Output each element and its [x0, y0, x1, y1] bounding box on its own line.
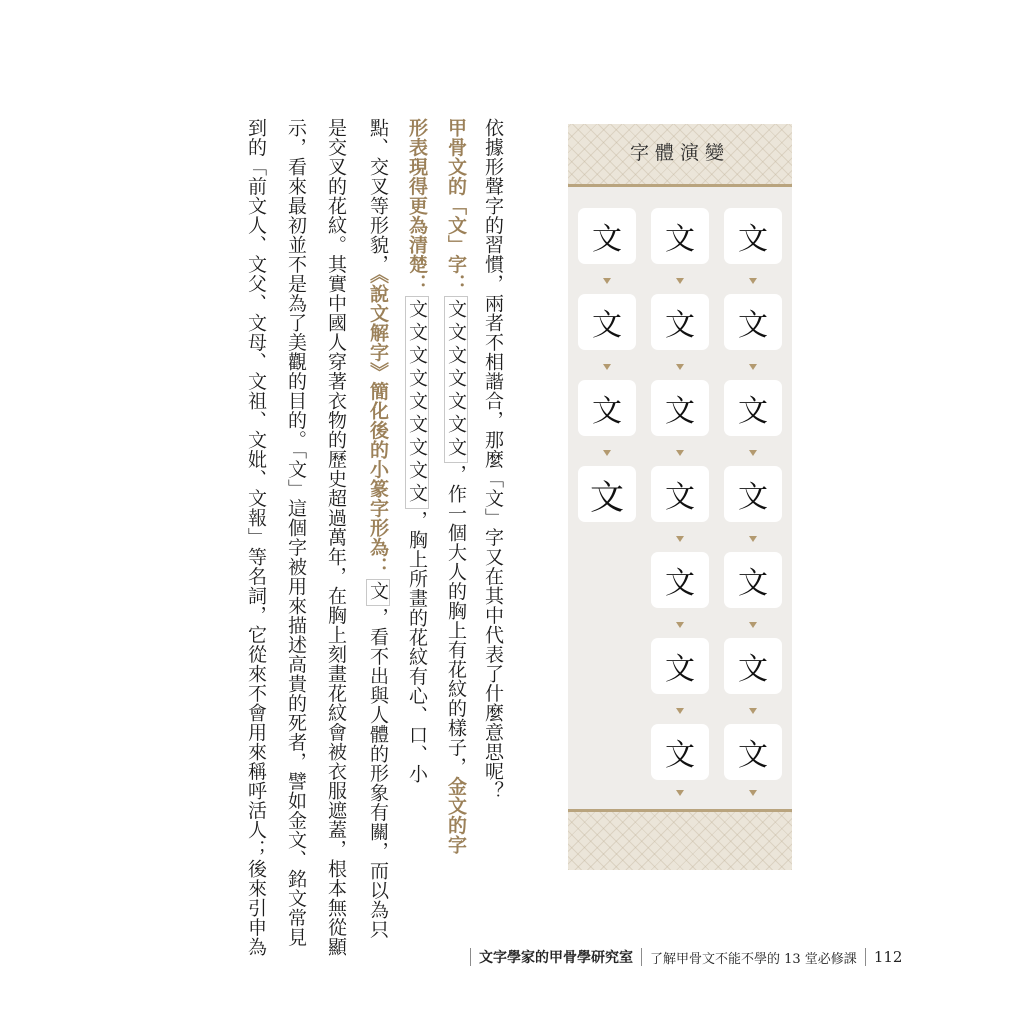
down-arrow-icon	[676, 536, 684, 542]
glyph-cell: 文	[578, 380, 636, 436]
highlight-bronze-cont: 形表現得更為清楚：	[406, 118, 428, 294]
body-text: ，胸上所畫的花紋有心、口、小	[406, 510, 428, 784]
glyph-cell: 文	[651, 294, 709, 350]
glyph-cell: 文	[724, 466, 782, 522]
body-column-7	[245, 118, 267, 957]
page-footer	[470, 946, 902, 968]
down-arrow-icon	[749, 536, 757, 542]
body-text: 是交叉的花紋。其實中國人穿著衣物的歷史超過萬年，在胸上刻畫花紋會被衣服遮蓋，根本無從顯	[325, 118, 347, 957]
footer-divider	[641, 948, 642, 966]
glyph-cell: 文	[578, 208, 636, 264]
down-arrow-icon	[749, 278, 757, 284]
down-arrow-icon	[749, 708, 757, 714]
footer-divider	[470, 948, 471, 966]
footer-subtitle: 了解甲骨文不能不學的 13 堂必修課	[650, 951, 857, 967]
down-arrow-icon	[749, 790, 757, 796]
glyph-cell: 文	[651, 552, 709, 608]
highlight-oracle-bone: 甲骨文的「文」字：	[445, 118, 467, 294]
glyph-cell-modern: 文	[578, 466, 636, 522]
glyph-cell: 文	[651, 466, 709, 522]
seal-glyph: 文	[367, 580, 389, 604]
glyph-cell: 文	[724, 208, 782, 264]
glyph-cell: 文	[651, 724, 709, 780]
glyph-cell: 文	[724, 380, 782, 436]
body-column-6	[285, 118, 307, 947]
glyph-evolution-panel	[568, 124, 792, 870]
glyph-cell: 文	[651, 380, 709, 436]
down-arrow-icon	[676, 364, 684, 370]
glyph-cell: 文	[724, 294, 782, 350]
footer-book-title: 文字學家的甲骨學研究室	[479, 950, 633, 966]
body-text: ，作一個大人的胸上有花紋的樣子，	[445, 464, 467, 777]
down-arrow-icon	[676, 790, 684, 796]
bronze-glyphs: 文文文文文文文文文	[405, 296, 429, 509]
glyph-cell: 文	[651, 638, 709, 694]
down-arrow-icon	[749, 622, 757, 628]
down-arrow-icon	[749, 450, 757, 456]
body-text: 點、交叉等形貌，	[367, 118, 389, 274]
glyph-cell: 文	[651, 208, 709, 264]
body-column-1	[482, 118, 504, 801]
page-number: 112	[873, 948, 903, 966]
footer-divider	[865, 948, 866, 966]
body-text: 到的「前文人、文父、文母、文祖、文妣、文報」等名詞，它從來不會用來稱呼活人；後來引申為	[245, 118, 267, 957]
down-arrow-icon	[603, 278, 611, 284]
down-arrow-icon	[676, 708, 684, 714]
body-column-5	[325, 118, 347, 957]
down-arrow-icon	[749, 364, 757, 370]
down-arrow-icon	[603, 450, 611, 456]
highlight-shuowen: 《說文解字》簡化後的小篆字形為：	[367, 274, 389, 577]
glyph-cell: 文	[578, 294, 636, 350]
panel-header-band	[568, 124, 792, 187]
oracle-bone-glyphs: 文文文文文文文	[444, 296, 468, 463]
down-arrow-icon	[676, 622, 684, 628]
glyph-cell: 文	[724, 724, 782, 780]
body-text: 依據形聲字的習慣，兩者不相諧合，那麼「文」字又在其中代表了什麼意思呢？	[482, 118, 504, 801]
down-arrow-icon	[676, 278, 684, 284]
panel-footer-band	[568, 809, 792, 870]
body-column-3	[405, 118, 429, 784]
down-arrow-icon	[603, 364, 611, 370]
body-text: ，看不出與人體的形象有關，而以為只	[367, 607, 389, 939]
panel-title: 字體演變	[629, 142, 730, 164]
body-text: 示，看來最初並不是為了美觀的目的。「文」這個字被用來描述高貴的死者，譬如金文、銘文常見	[285, 118, 307, 947]
down-arrow-icon	[676, 450, 684, 456]
highlight-bronze: 金文的字	[445, 776, 467, 855]
body-column-2	[444, 118, 468, 855]
glyph-cell: 文	[724, 638, 782, 694]
body-column-4	[366, 118, 390, 939]
glyph-cell: 文	[724, 552, 782, 608]
